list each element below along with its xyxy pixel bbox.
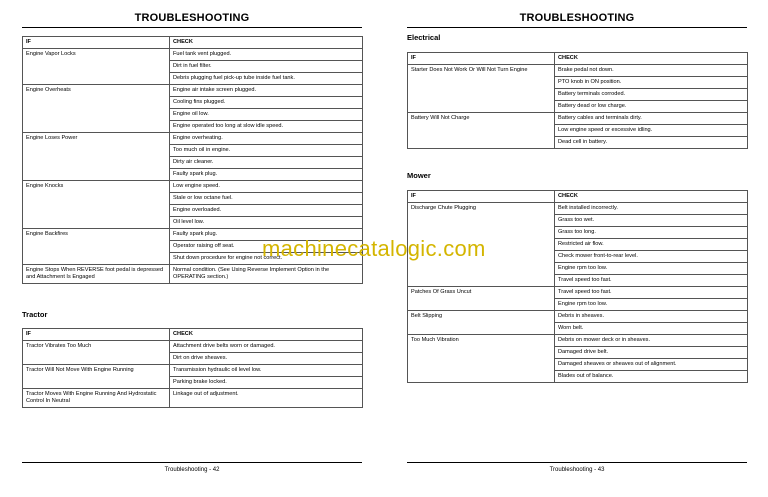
check-cell: Cooling fins plugged. bbox=[170, 97, 363, 109]
page-title: TROUBLESHOOTING bbox=[519, 12, 635, 24]
check-cell: Belt installed incorrectly. bbox=[555, 203, 748, 215]
watermark: machinecatalogic.com bbox=[262, 236, 486, 261]
table-row bbox=[23, 389, 363, 408]
mower-section-heading: Mower bbox=[407, 171, 431, 180]
check-cell: Dead cell in battery. bbox=[555, 137, 748, 149]
check-cell: Normal condition. (See Using Reverse Implement Option in the OPERATING section.) bbox=[170, 265, 363, 284]
condition-cell: Tractor Will Not Move With Engine Running bbox=[23, 365, 170, 389]
condition-cell: Battery Will Not Charge bbox=[408, 113, 555, 149]
check-cell: Fuel tank vent plugged. bbox=[170, 49, 363, 61]
header-if: IF bbox=[408, 191, 555, 203]
title-rule bbox=[407, 27, 747, 28]
condition-cell: Discharge Chute Plugging bbox=[408, 203, 555, 287]
mower-table bbox=[407, 190, 748, 383]
header-check: CHECK bbox=[170, 37, 363, 49]
table-row bbox=[23, 85, 363, 97]
table-row bbox=[408, 65, 748, 77]
table-row bbox=[408, 113, 748, 125]
electrical-section-heading: Electrical bbox=[407, 33, 441, 42]
check-cell: Brake pedal not down. bbox=[555, 65, 748, 77]
check-cell: Engine overheating. bbox=[170, 133, 363, 145]
check-cell: Parking brake locked. bbox=[170, 377, 363, 389]
check-cell: Restricted air flow. bbox=[555, 239, 748, 251]
condition-cell: Tractor Moves With Engine Running And Hydrostatic Control In Neutral bbox=[23, 389, 170, 408]
table-header-row bbox=[408, 53, 748, 65]
condition-cell: Engine Stops When REVERSE foot pedal is depressed and Attachment Is Engaged bbox=[23, 265, 170, 284]
check-cell: Engine rpm too low. bbox=[555, 263, 748, 275]
check-cell: Blades out of balance. bbox=[555, 371, 748, 383]
condition-cell: Belt Slipping bbox=[408, 311, 555, 335]
check-cell: Too much oil in engine. bbox=[170, 145, 363, 157]
table-row bbox=[23, 265, 363, 284]
check-cell: Damaged sheaves or sheaves out of alignment. bbox=[555, 359, 748, 371]
table-row bbox=[23, 365, 363, 377]
check-cell: Transmission hydraulic oil level low. bbox=[170, 365, 363, 377]
check-cell: PTO knob in ON position. bbox=[555, 77, 748, 89]
page-title: TROUBLESHOOTING bbox=[134, 12, 250, 24]
condition-cell: Engine Knocks bbox=[23, 181, 170, 229]
table-row bbox=[23, 341, 363, 353]
check-cell: Oil level low. bbox=[170, 217, 363, 229]
header-if: IF bbox=[23, 329, 170, 341]
check-cell: Attachment drive belts worn or damaged. bbox=[170, 341, 363, 353]
check-cell: Faulty spark plug. bbox=[170, 169, 363, 181]
title-rule bbox=[22, 27, 362, 28]
table-header-row bbox=[23, 329, 363, 341]
check-cell: Engine rpm too low. bbox=[555, 299, 748, 311]
check-cell: Debris in sheaves. bbox=[555, 311, 748, 323]
check-cell: Shut down procedure for engine not correct. bbox=[170, 253, 363, 265]
table-row bbox=[408, 335, 748, 347]
header-check: CHECK bbox=[555, 191, 748, 203]
check-cell: Dirt in fuel filter. bbox=[170, 61, 363, 73]
table-row bbox=[408, 287, 748, 299]
check-cell: Dirt on drive sheaves. bbox=[170, 353, 363, 365]
check-cell: Travel speed too fast. bbox=[555, 287, 748, 299]
check-cell: Debris on mower deck or in sheaves. bbox=[555, 335, 748, 347]
check-cell: Damaged drive belt. bbox=[555, 347, 748, 359]
check-cell: Check mower front-to-rear level. bbox=[555, 251, 748, 263]
footer-rule bbox=[407, 462, 747, 463]
table-row bbox=[408, 203, 748, 215]
check-cell: Engine overloaded. bbox=[170, 205, 363, 217]
condition-cell: Engine Backfires bbox=[23, 229, 170, 265]
check-cell: Debris plugging fuel pick-up tube inside fuel tank. bbox=[170, 73, 363, 85]
check-cell: Low engine speed. bbox=[170, 181, 363, 193]
header-check: CHECK bbox=[170, 329, 363, 341]
electrical-table bbox=[407, 52, 748, 149]
table-header-row bbox=[408, 191, 748, 203]
table-row bbox=[23, 49, 363, 61]
check-cell: Stale or low octane fuel. bbox=[170, 193, 363, 205]
check-cell: Grass too wet. bbox=[555, 215, 748, 227]
check-cell: Engine oil low. bbox=[170, 109, 363, 121]
check-cell: Travel speed too fast. bbox=[555, 275, 748, 287]
header-if: IF bbox=[23, 37, 170, 49]
tractor-table bbox=[22, 328, 363, 408]
condition-cell: Patches Of Grass Uncut bbox=[408, 287, 555, 311]
check-cell: Linkage out of adjustment. bbox=[170, 389, 363, 408]
header-if: IF bbox=[408, 53, 555, 65]
condition-cell: Too Much Vibration bbox=[408, 335, 555, 383]
condition-cell: Engine Overheats bbox=[23, 85, 170, 133]
check-cell: Low engine speed or excessive idling. bbox=[555, 125, 748, 137]
table-row bbox=[23, 181, 363, 193]
table-header-row bbox=[23, 37, 363, 49]
page-footer: Troubleshooting - 42 bbox=[164, 467, 220, 473]
table-row bbox=[408, 311, 748, 323]
condition-cell: Starter Does Not Work Or Will Not Turn Engine bbox=[408, 65, 555, 113]
check-cell: Faulty spark plug. bbox=[170, 229, 363, 241]
condition-cell: Engine Loses Power bbox=[23, 133, 170, 181]
footer-rule bbox=[22, 462, 362, 463]
check-cell: Engine operated too long at slow idle speed. bbox=[170, 121, 363, 133]
tractor-section-heading: Tractor bbox=[22, 310, 48, 319]
condition-cell: Engine Vapor Locks bbox=[23, 49, 170, 85]
condition-cell: Tractor Vibrates Too Much bbox=[23, 341, 170, 365]
check-cell: Worn belt. bbox=[555, 323, 748, 335]
check-cell: Battery terminals corroded. bbox=[555, 89, 748, 101]
page-footer: Troubleshooting - 43 bbox=[549, 467, 605, 473]
check-cell: Dirty air cleaner. bbox=[170, 157, 363, 169]
check-cell: Battery dead or low charge. bbox=[555, 101, 748, 113]
table-row bbox=[23, 133, 363, 145]
check-cell: Battery cables and terminals dirty. bbox=[555, 113, 748, 125]
header-check: CHECK bbox=[555, 53, 748, 65]
check-cell: Operator raising off seat. bbox=[170, 241, 363, 253]
check-cell: Grass too long. bbox=[555, 227, 748, 239]
check-cell: Engine air intake screen plugged. bbox=[170, 85, 363, 97]
